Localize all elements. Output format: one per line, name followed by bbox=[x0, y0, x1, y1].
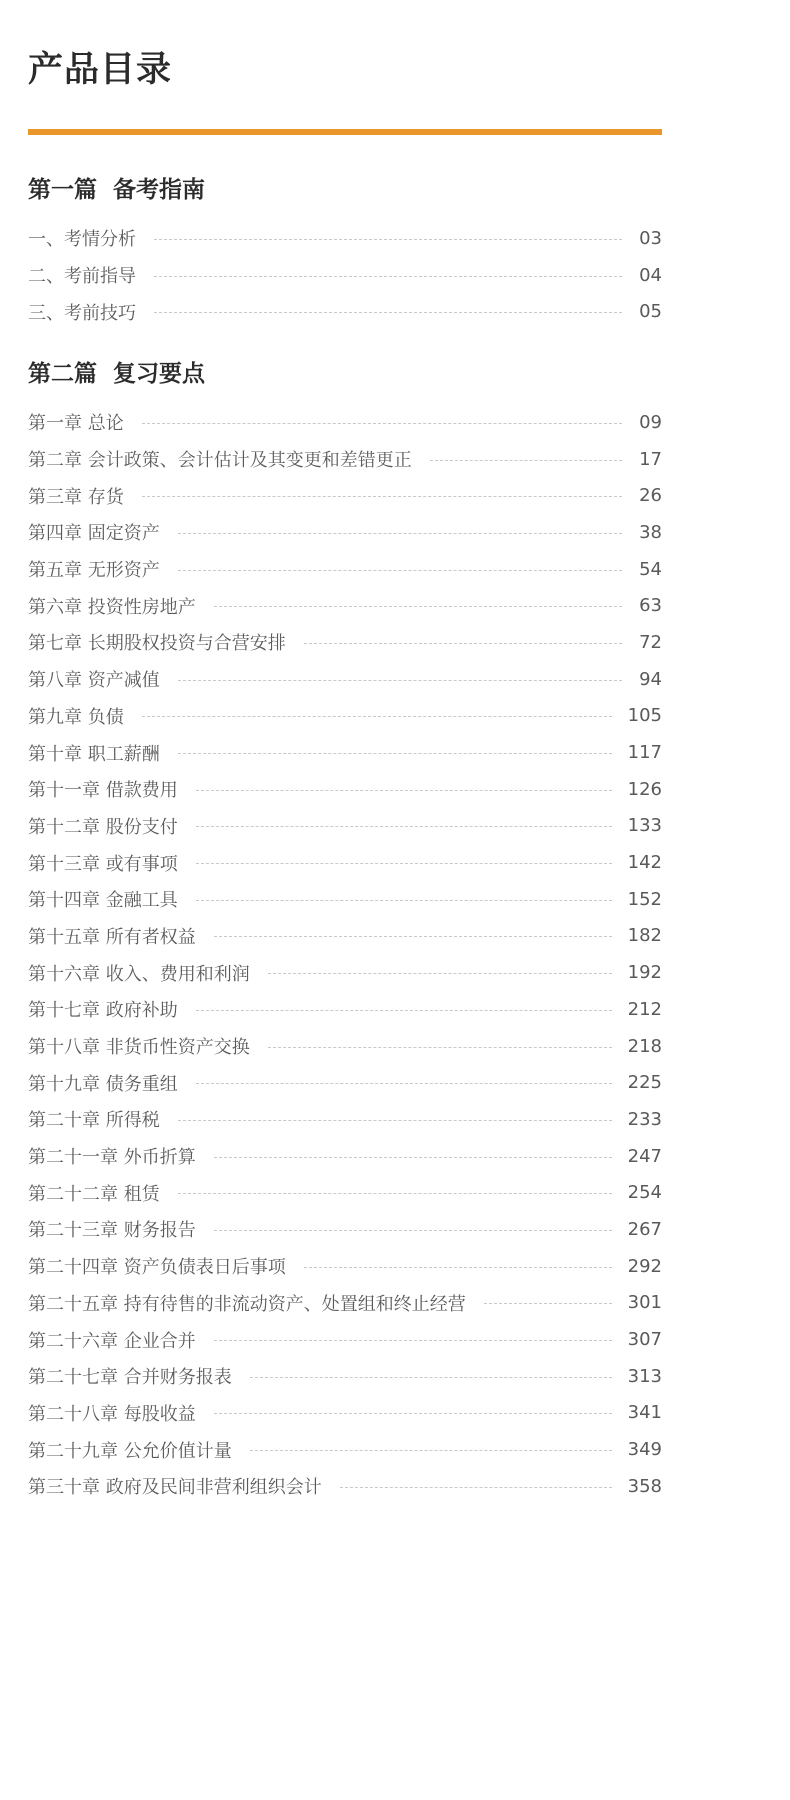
toc-entry[interactable] bbox=[28, 220, 662, 257]
toc-entry[interactable] bbox=[28, 404, 662, 441]
toc-page-number: 358 bbox=[627, 1475, 662, 1497]
toc-entry-title: 第十章 职工薪酬 bbox=[28, 743, 160, 765]
toc-page-number: 133 bbox=[627, 815, 662, 837]
toc-entry-title: 第九章 负债 bbox=[28, 706, 124, 728]
toc-page-number: 301 bbox=[627, 1292, 662, 1314]
toc-entry[interactable] bbox=[28, 587, 662, 624]
dotted-leader bbox=[214, 1230, 612, 1231]
toc-entry-title: 第二十章 所得税 bbox=[28, 1110, 160, 1132]
toc-entry-title: 第二十四章 资产负债表日后事项 bbox=[28, 1257, 286, 1279]
toc-entry[interactable] bbox=[28, 293, 662, 330]
dotted-leader bbox=[304, 1267, 612, 1268]
toc-entry-title: 第十二章 股份支付 bbox=[28, 816, 178, 838]
section-title: 第一篇 备考指南 bbox=[28, 177, 206, 203]
toc-page-number: 63 bbox=[639, 595, 662, 617]
section-title: 第二篇 复习要点 bbox=[28, 361, 206, 387]
toc-page-number: 05 bbox=[639, 301, 662, 323]
dotted-leader bbox=[214, 606, 622, 607]
toc-page-number: 03 bbox=[639, 227, 662, 249]
toc-entry[interactable] bbox=[28, 661, 662, 698]
toc-page-number: 38 bbox=[639, 521, 662, 543]
dotted-leader bbox=[484, 1303, 612, 1304]
toc-page-number: 313 bbox=[627, 1365, 662, 1387]
toc-entry-title: 第十四章 金融工具 bbox=[28, 890, 178, 912]
toc-entry[interactable] bbox=[28, 257, 662, 294]
toc-entry-title: 第十一章 借款费用 bbox=[28, 780, 178, 802]
toc-entry[interactable] bbox=[28, 1248, 662, 1285]
toc-page-number: 247 bbox=[627, 1145, 662, 1167]
toc-entry-title: 第二十三章 财务报告 bbox=[28, 1220, 196, 1242]
toc-entry-title: 第十六章 收入、费用和利润 bbox=[28, 963, 250, 985]
toc-page-number: 212 bbox=[627, 998, 662, 1020]
toc-page-number: 254 bbox=[627, 1182, 662, 1204]
title-divider bbox=[28, 129, 662, 135]
toc-page-number: 94 bbox=[639, 668, 662, 690]
toc-entry[interactable] bbox=[28, 551, 662, 588]
toc-page-number: 341 bbox=[627, 1402, 662, 1424]
dotted-leader bbox=[178, 570, 622, 571]
toc-entry[interactable] bbox=[28, 1064, 662, 1101]
toc-entry-title: 第二十八章 每股收益 bbox=[28, 1403, 196, 1425]
toc-entry-title: 第一章 总论 bbox=[28, 413, 124, 435]
toc-entry-title: 第二十六章 企业合并 bbox=[28, 1330, 196, 1352]
toc-entry-title: 一、考情分析 bbox=[28, 229, 136, 251]
toc-entry[interactable] bbox=[28, 1211, 662, 1248]
toc-entry-title: 第六章 投资性房地产 bbox=[28, 596, 196, 618]
dotted-leader bbox=[340, 1487, 612, 1488]
toc-entry[interactable] bbox=[28, 1028, 662, 1065]
toc-page-number: 267 bbox=[627, 1218, 662, 1240]
dotted-leader bbox=[154, 312, 622, 313]
toc-entry-title: 第二十七章 合并财务报表 bbox=[28, 1367, 232, 1389]
toc-entry-title: 第三十章 政府及民间非营利组织会计 bbox=[28, 1477, 322, 1499]
toc-entry[interactable] bbox=[28, 477, 662, 514]
toc-entry[interactable] bbox=[28, 1285, 662, 1322]
toc-entry-title: 第十三章 或有事项 bbox=[28, 853, 178, 875]
dotted-leader bbox=[268, 1047, 612, 1048]
toc-entry[interactable] bbox=[28, 1468, 662, 1505]
dotted-leader bbox=[430, 460, 622, 461]
toc-entry[interactable] bbox=[28, 1138, 662, 1175]
toc-list bbox=[28, 404, 662, 1505]
toc-entry[interactable] bbox=[28, 1174, 662, 1211]
page-title: 产品目录 bbox=[28, 50, 173, 90]
toc-entry[interactable] bbox=[28, 844, 662, 881]
dotted-leader bbox=[196, 1010, 612, 1011]
toc-entry[interactable] bbox=[28, 1321, 662, 1358]
toc-entry[interactable] bbox=[28, 954, 662, 991]
toc-entry-title: 第十九章 债务重组 bbox=[28, 1073, 178, 1095]
toc-entry[interactable] bbox=[28, 771, 662, 808]
toc-entry-title: 第三章 存货 bbox=[28, 486, 124, 508]
toc-page-number: 105 bbox=[627, 705, 662, 727]
toc-page-number: 26 bbox=[639, 485, 662, 507]
toc-entry[interactable] bbox=[28, 918, 662, 955]
dotted-leader bbox=[178, 680, 622, 681]
toc-entry-title: 三、考前技巧 bbox=[28, 302, 136, 324]
toc-entry[interactable] bbox=[28, 991, 662, 1028]
dotted-leader bbox=[214, 1413, 612, 1414]
dotted-leader bbox=[268, 973, 612, 974]
dotted-leader bbox=[196, 900, 612, 901]
dotted-leader bbox=[142, 496, 622, 497]
dotted-leader bbox=[154, 276, 622, 277]
toc-entry-title: 第二十九章 公允价值计量 bbox=[28, 1440, 232, 1462]
toc-entry[interactable] bbox=[28, 1395, 662, 1432]
section-exam-guide bbox=[28, 170, 662, 330]
toc-entry-title: 第十七章 政府补助 bbox=[28, 1000, 178, 1022]
dotted-leader bbox=[214, 1340, 612, 1341]
toc-entry-title: 第五章 无形资产 bbox=[28, 560, 160, 582]
dotted-leader bbox=[178, 753, 612, 754]
toc-page-number: 126 bbox=[627, 778, 662, 800]
toc-entry[interactable] bbox=[28, 881, 662, 918]
dotted-leader bbox=[178, 1120, 612, 1121]
dotted-leader bbox=[196, 790, 612, 791]
toc-entry-title: 二、考前指导 bbox=[28, 266, 136, 288]
toc-page-number: 218 bbox=[627, 1035, 662, 1057]
dotted-leader bbox=[250, 1450, 612, 1451]
toc-entry-title: 第八章 资产减值 bbox=[28, 670, 160, 692]
dotted-leader bbox=[304, 643, 622, 644]
dotted-leader bbox=[178, 533, 622, 534]
toc-page-number: 233 bbox=[627, 1108, 662, 1130]
toc-page-number: 307 bbox=[627, 1329, 662, 1351]
toc-entry[interactable] bbox=[28, 1358, 662, 1395]
toc-entry-title: 第十八章 非货币性资产交换 bbox=[28, 1037, 250, 1059]
toc-entry[interactable] bbox=[28, 808, 662, 845]
toc-entry[interactable] bbox=[28, 514, 662, 551]
section-review-points bbox=[28, 354, 662, 1505]
toc-entry[interactable] bbox=[28, 1431, 662, 1468]
toc-entry-title: 第十五章 所有者权益 bbox=[28, 926, 196, 948]
dotted-leader bbox=[196, 826, 612, 827]
toc-page-number: 192 bbox=[627, 962, 662, 984]
toc-entry-title: 第二十五章 持有待售的非流动资产、处置组和终止经营 bbox=[28, 1293, 466, 1315]
dotted-leader bbox=[214, 1157, 612, 1158]
toc-page-number: 117 bbox=[627, 742, 662, 764]
dotted-leader bbox=[214, 936, 612, 937]
toc-page-number: 54 bbox=[639, 558, 662, 580]
toc-entry[interactable] bbox=[28, 734, 662, 771]
toc-page-number: 292 bbox=[627, 1255, 662, 1277]
toc-page-number: 04 bbox=[639, 264, 662, 286]
toc-page-number: 349 bbox=[627, 1439, 662, 1461]
toc-page-number: 182 bbox=[627, 925, 662, 947]
toc-page-number: 225 bbox=[627, 1072, 662, 1094]
toc-page-number: 09 bbox=[639, 411, 662, 433]
toc-list bbox=[28, 220, 662, 330]
toc-page-number: 17 bbox=[639, 448, 662, 470]
toc-page-number: 72 bbox=[639, 631, 662, 653]
dotted-leader bbox=[142, 423, 622, 424]
dotted-leader bbox=[154, 239, 622, 240]
toc-entry[interactable] bbox=[28, 1101, 662, 1138]
dotted-leader bbox=[196, 863, 612, 864]
dotted-leader bbox=[196, 1083, 612, 1084]
toc-page-number: 142 bbox=[627, 852, 662, 874]
toc-entry-title: 第四章 固定资产 bbox=[28, 523, 160, 545]
toc-entry-title: 第七章 长期股权投资与合营安排 bbox=[28, 633, 286, 655]
toc-entry-title: 第二十一章 外币折算 bbox=[28, 1147, 196, 1169]
toc-page-number: 152 bbox=[627, 888, 662, 910]
dotted-leader bbox=[250, 1377, 612, 1378]
toc-entry[interactable] bbox=[28, 698, 662, 735]
dotted-leader bbox=[178, 1193, 612, 1194]
toc-entry[interactable] bbox=[28, 441, 662, 478]
toc-entry[interactable] bbox=[28, 624, 662, 661]
dotted-leader bbox=[142, 716, 612, 717]
toc-entry-title: 第二十二章 租赁 bbox=[28, 1183, 160, 1205]
toc-entry-title: 第二章 会计政策、会计估计及其变更和差错更正 bbox=[28, 450, 412, 472]
